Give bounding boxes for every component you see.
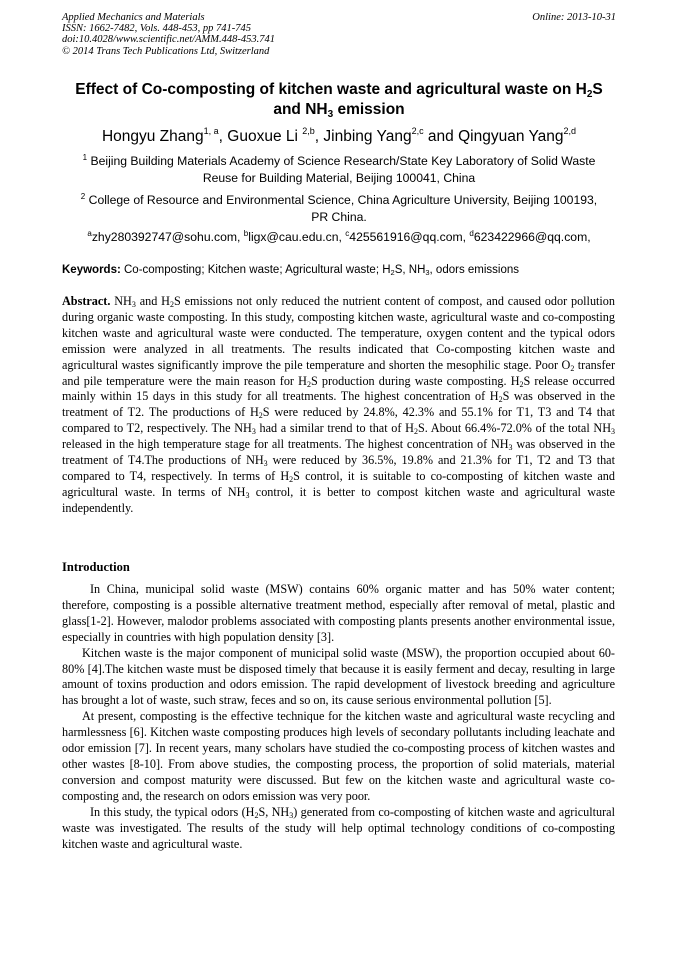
journal-header xyxy=(62,12,275,57)
author-list: Hongyu Zhang$^{1, a}$, Guoxue Li $^{2,b}$, Jinbing Yang$^{2,c}$ and Qingyuan Yang$^{2,d}$ xyxy=(101,126,577,145)
email-link[interactable]: 623422966@qq.com, xyxy=(473,230,591,244)
author-name: Qingyuan Yang xyxy=(458,128,564,145)
affiliation-2: $^2$ College of Resource and Environmental Science, China Agriculture University, Beijing 100193, PR China. xyxy=(80,192,598,224)
title-line-2: and $NH_3$ emission xyxy=(273,101,405,120)
section-heading-introduction: Introduction xyxy=(62,560,130,574)
email-link[interactable]: ligx@cau.edu.cn, xyxy=(248,230,346,244)
paper-title xyxy=(50,80,628,120)
affiliation-1: $^1$ Beijing Building Materials Academy of Science Research/State Key Laboratory of Solid Waste Reuse for Building Material, Beijing 100041, China xyxy=(82,153,596,185)
title-line-1: Effect of Co-composting of kitchen waste and agricultural waste on $H_2S$ xyxy=(75,81,603,100)
paragraph: In China, municipal solid waste (MSW) contains 60% organic matter and has 50% water content; therefore, composting is a possible alternative treatment method, especially after removal of metal, plastic and glass[1-2]. However, malodor problems associated with composting plants presents another environmental issue, especially in countries with high population density [3]. xyxy=(62,582,615,644)
author-name: Jinbing Yang xyxy=(323,128,412,145)
issn-line: ISSN: 1662-7482, Vols. 448-453, pp 741-745 xyxy=(62,23,251,35)
email-link[interactable]: 425561916@qq.com, xyxy=(349,230,470,244)
copyright-line: © 2014 Trans Tech Publications Ltd, Switzerland xyxy=(62,45,270,57)
paragraph: In this study, the typical odors ($H_2S$, $NH_3$) generated from co-composting of kitchen waste and agricultural waste was investigated. The results of the study will help optimal technology conditions of co-composting kitchen waste and agricultural waste. xyxy=(62,804,615,851)
doi-line: doi:10.4028/www.scientific.net/AMM.448-453.741 xyxy=(62,34,275,46)
keywords: Keywords: Co-composting; Kitchen waste; Agricultural waste; $H_2S$, $NH_3$, odors emissions xyxy=(62,264,520,277)
keywords-label: Keywords: xyxy=(62,264,121,276)
author-emails: $^a$zhy280392747@sohu.com, $^b$ligx@cau.edu.cn, $^c$425561916@qq.com, $^d$623422966@qq.com, xyxy=(87,229,591,244)
author-name: Hongyu Zhang xyxy=(101,128,204,145)
paragraph: Kitchen waste is the major component of municipal solid waste (MSW), the proportion occupied about 60-80% [4].The kitchen waste must be disposed timely that because it is easily ferment and decay, resulting in large amount of toxins production and odors emission. The rapid development of livestock breeding and agriculture has brought a lot of waste, such straw, feces and so on, its cause serious environmental pollution [5]. xyxy=(62,645,615,708)
email-link[interactable]: zhy280392747@sohu.com, xyxy=(91,230,244,244)
online-date: Online: 2013-10-31 xyxy=(532,12,616,23)
abstract: Abstract. $NH_3$ and $H_2S$ emissions not only reduced the nutrient content of compost, and caused odor pollution during organic waste composting. In this study, composting kitchen waste, agricultural waste and co-composting kitchen waste and agricultural waste were conducted. The temperature, oxygen content and the typical odors emission were analyzed in all treatments. The results indicated that Co-composting kitchen waste and agricultural wastes significantly improve the pile temperature and shorten the mesophilic stage. Poor $O_2$ transfer and pile temperature were the main reason for $H_2S$ production during waste composting. $H_2S$ release occurred mainly within 15 days in this study for all treatments. The highest concentration of $H_2S$ was observed in the treatment of T2. The productions of $H_2S$ were reduced by 24.8%, 42.3% and 55.1% for T1, T3 and T4 that compared to T2, respectively. The $NH_3$ had a similar trend to that of $H_2S$. About 66.4%-72.0% of the total $NH_3$ released in the high temperature stage for all treatments. The highest concentration of $NH_3$ was observed in the treatment of T4.The productions of $NH_3$ were reduced by 36.5%, 19.8% and 21.3% for T1, T2 and T3 that compared to T4, respectively. In terms of $H_2S$ control, it is suitable to co-composting of kitchen waste and agricultural waste. In terms of $NH_3$ control, it is better to compost kitchen waste and agricultural waste independently. xyxy=(62,294,616,515)
introduction-body xyxy=(62,582,615,852)
author-name: Guoxue Li xyxy=(227,128,303,145)
paragraph: At present, composting is the effective technique for the kitchen waste and agricultural waste recycling and harmlessness [6]. Kitchen waste composting produces high levels of secondary pollutants including leachate and odor emission [7]. In recent years, many scholars have studied the co-composting process of kitchen wastes and other wastes [8-10]. From above studies, the composting process, the proportion of solid materials, material conversion and compost maturity were discussed. But few on the kitchen waste and agricultural waste co-composting and, the research on odors emission was very poor. xyxy=(62,709,615,803)
abstract-label: Abstract. xyxy=(62,294,111,308)
journal-name: Applied Mechanics and Materials xyxy=(62,12,205,23)
